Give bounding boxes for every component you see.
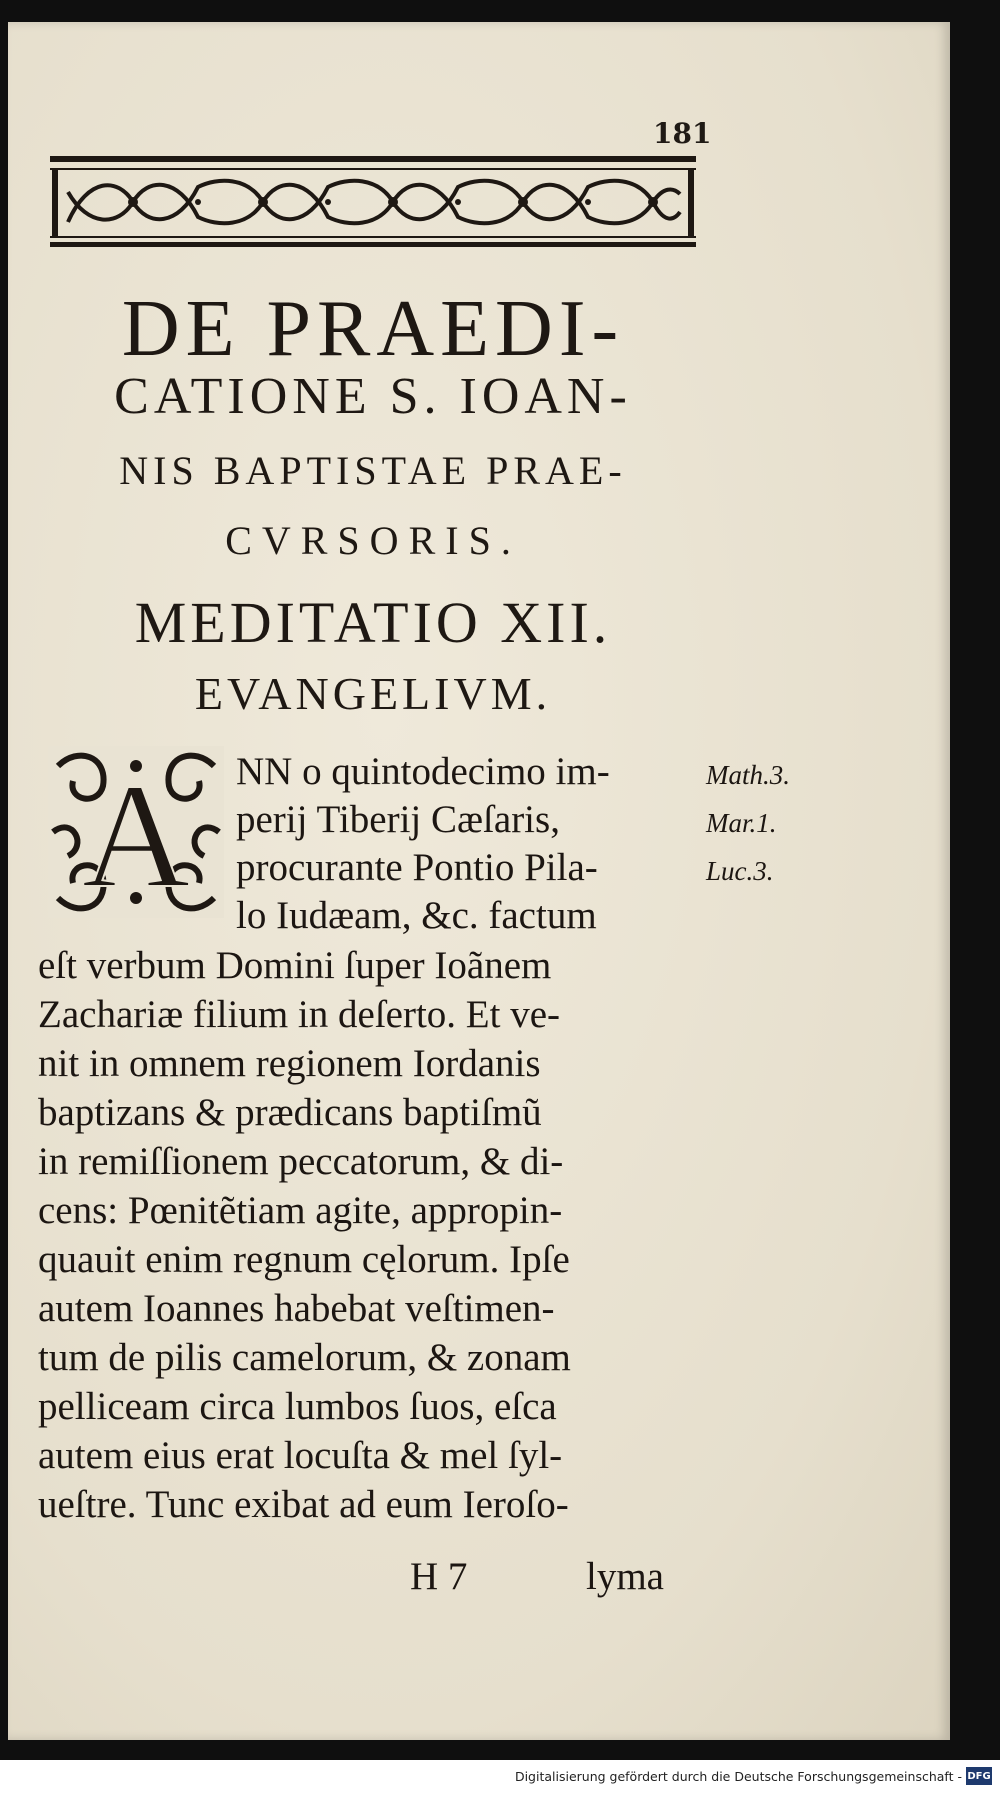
book-page [8,22,950,1740]
text-line-3: procurante Pontio Pila- [236,846,598,889]
funding-credit: Digitalisierung gefördert durch die Deutsche Forschungsgemeinschaft - [514,1769,962,1784]
text-line-10: cens: Pœnitẽtiam agite, appropin- [38,1189,563,1232]
text-line-15: autem eius erat locuſta & mel ſyl- [38,1434,563,1477]
text-line-4: lo Iudæam, &c. factum [236,894,597,937]
margin-note-math: Math.3. [706,760,790,790]
text-line-7: nit in omnem regionem Iordanis [38,1042,541,1085]
evangelium-heading: EVANGELIVM. [194,668,552,719]
text-line-2: perij Tiberij Cæſaris, [236,798,560,841]
decorated-initial-icon [48,746,224,918]
page-number: 181 [653,117,712,150]
dfg-logo-icon[interactable]: DFG [966,1767,992,1785]
text-line-5: eſt verbum Domini ſuper Ioãnem [38,944,552,987]
title-line-3: NIS BAPTISTAE PRAE- [119,448,627,493]
catchword: lyma [586,1555,664,1598]
text-line-9: in remiſſionem peccatorum, & di- [38,1140,564,1183]
ornament-band-icon [48,152,698,252]
meditatio-heading: MEDITATIO XII. [134,590,612,655]
text-line-14: pelliceam circa lumbos ſuos, eſca [38,1385,557,1428]
signature-mark: H 7 [410,1555,468,1598]
text-line-8: baptizans & prædicans baptiſmũ [38,1091,542,1134]
text-line-13: tum de pilis camelorum, & zonam [38,1336,571,1379]
title-line-1: DE PRAEDI- [121,285,625,373]
margin-note-luc: Luc.3. [706,856,774,886]
footer-bar [0,1760,1000,1793]
margin-note-mar: Mar.1. [706,808,777,838]
text-line-11: quauit enim regnum cęlorum. Ipſe [38,1238,570,1281]
title-line-2: CATIONE S. IOAN- [114,368,632,425]
text-line-16: ueſtre. Tunc exibat ad eum Ieroſo- [38,1483,569,1526]
text-line-6: Zachariæ filium in deſerto. Et ve- [38,993,560,1036]
text-line-12: autem Ioannes habebat veſtimen- [38,1287,555,1330]
text-line-1: NN o quintodecimo im- [236,750,610,793]
initial-letter: A [81,753,191,918]
title-line-4: CVRSORIS. [225,518,521,563]
